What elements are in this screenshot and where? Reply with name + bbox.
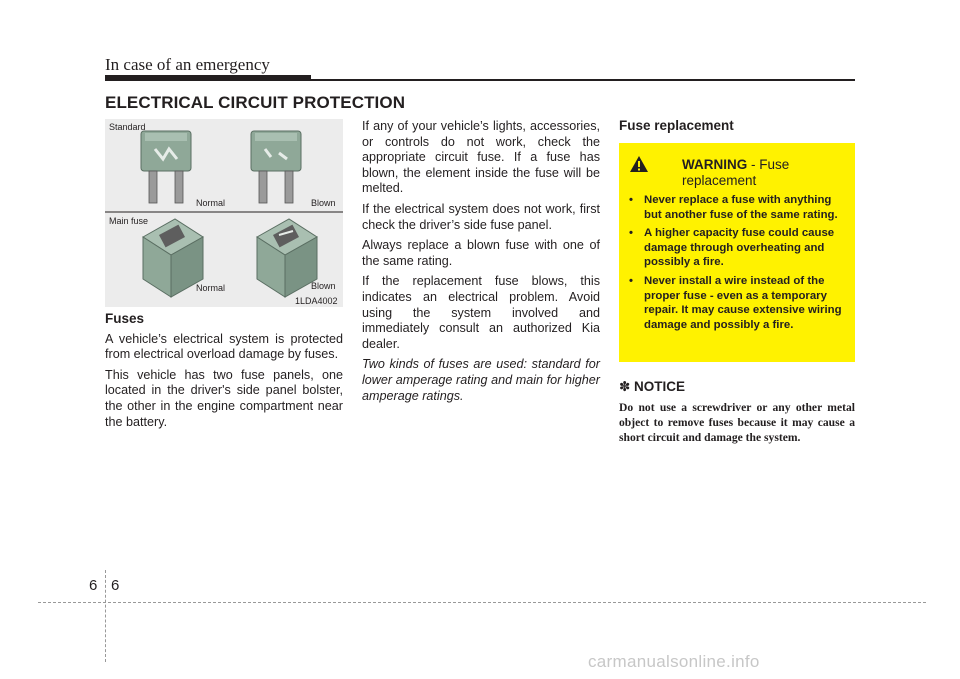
warning-suffix: - Fuse replacement	[682, 157, 790, 188]
main-fuse-blown-icon	[257, 219, 317, 297]
fuse-drawing	[105, 119, 343, 307]
section-title: ELECTRICAL CIRCUIT PROTECTION	[105, 93, 406, 112]
warning-heading	[619, 157, 855, 189]
warning-item: • Never install a wire instead of the proper fuse - even as a temporary repair. It may cause extensive wiring damage and possibly a fire.	[629, 274, 842, 331]
figure-code: 1LDA4002	[295, 296, 338, 306]
header-rule-thin	[311, 79, 855, 81]
warning-item: • Never replace a fuse with anything but another fuse of the same rating.	[629, 194, 838, 221]
standard-label: Standard	[109, 122, 146, 132]
normal-label-standard: Normal	[196, 198, 226, 208]
column2-paragraph-3: Always replace a blown fuse with one of the same rating.	[362, 238, 600, 268]
warning-item: • A higher capacity fuse could cause damage through overheating and possibly a fire.	[629, 227, 835, 269]
blown-label-main: Blown	[311, 281, 336, 291]
fuses-heading: Fuses	[105, 311, 145, 326]
column2-paragraph-5: Two kinds of fuses are used: standard for lower amperage rating and main for higher amperage ratings.	[362, 357, 600, 403]
normal-label-main: Normal	[196, 283, 226, 293]
fuse-illustration	[105, 119, 343, 307]
page-number: 6	[111, 577, 120, 594]
standard-fuse-blown-icon	[251, 131, 301, 203]
warning-list	[629, 193, 847, 336]
notice-body: Do not use a screwdriver or any other metal object to remove fuses because it may cause a short circuit and damage the system.	[619, 401, 855, 444]
chapter-number: 6	[89, 577, 98, 594]
column2-paragraph-2: If the electrical system does not work, first check the driver’s side fuse panel.	[362, 201, 600, 232]
page-header-title: In case of an emergency	[105, 55, 270, 74]
fuses-paragraph-2: This vehicle has two fuse panels, one located in the driver's side panel bolster, the other in the engine compartment near the battery.	[105, 367, 343, 429]
main-fuse-label: Main fuse	[109, 216, 149, 226]
watermark: carmanualsonline.info	[588, 652, 760, 671]
footer-dashed-rule	[38, 602, 926, 603]
footer-vertical-rule	[105, 570, 106, 662]
warning-word: WARNING	[682, 157, 748, 172]
column2-paragraph-4: If the replacement fuse blows, this indicates an electrical problem. Avoid using the system involved and immediately consult an authorized Kia dealer.	[362, 274, 600, 351]
header-rule-thick	[105, 75, 311, 81]
column2-paragraph-1: If any of your vehicle’s lights, accessories, or controls do not work, check the appropriate circuit fuse. If a fuse has blown, the element inside the fuse will be melted.	[362, 119, 600, 196]
fuse-replacement-title: Fuse replacement	[619, 118, 734, 133]
notice-title: ✽ NOTICE	[619, 379, 686, 394]
standard-fuse-normal-icon	[141, 131, 191, 203]
blown-label-standard: Blown	[311, 198, 336, 208]
fuses-section	[105, 311, 343, 435]
warning-box	[619, 143, 855, 362]
main-fuse-normal-icon	[143, 219, 203, 297]
fuse-check-section	[362, 119, 600, 409]
fuses-paragraph-1: A vehicle’s electrical system is protected from electrical overload damage by fuses.	[105, 331, 343, 362]
